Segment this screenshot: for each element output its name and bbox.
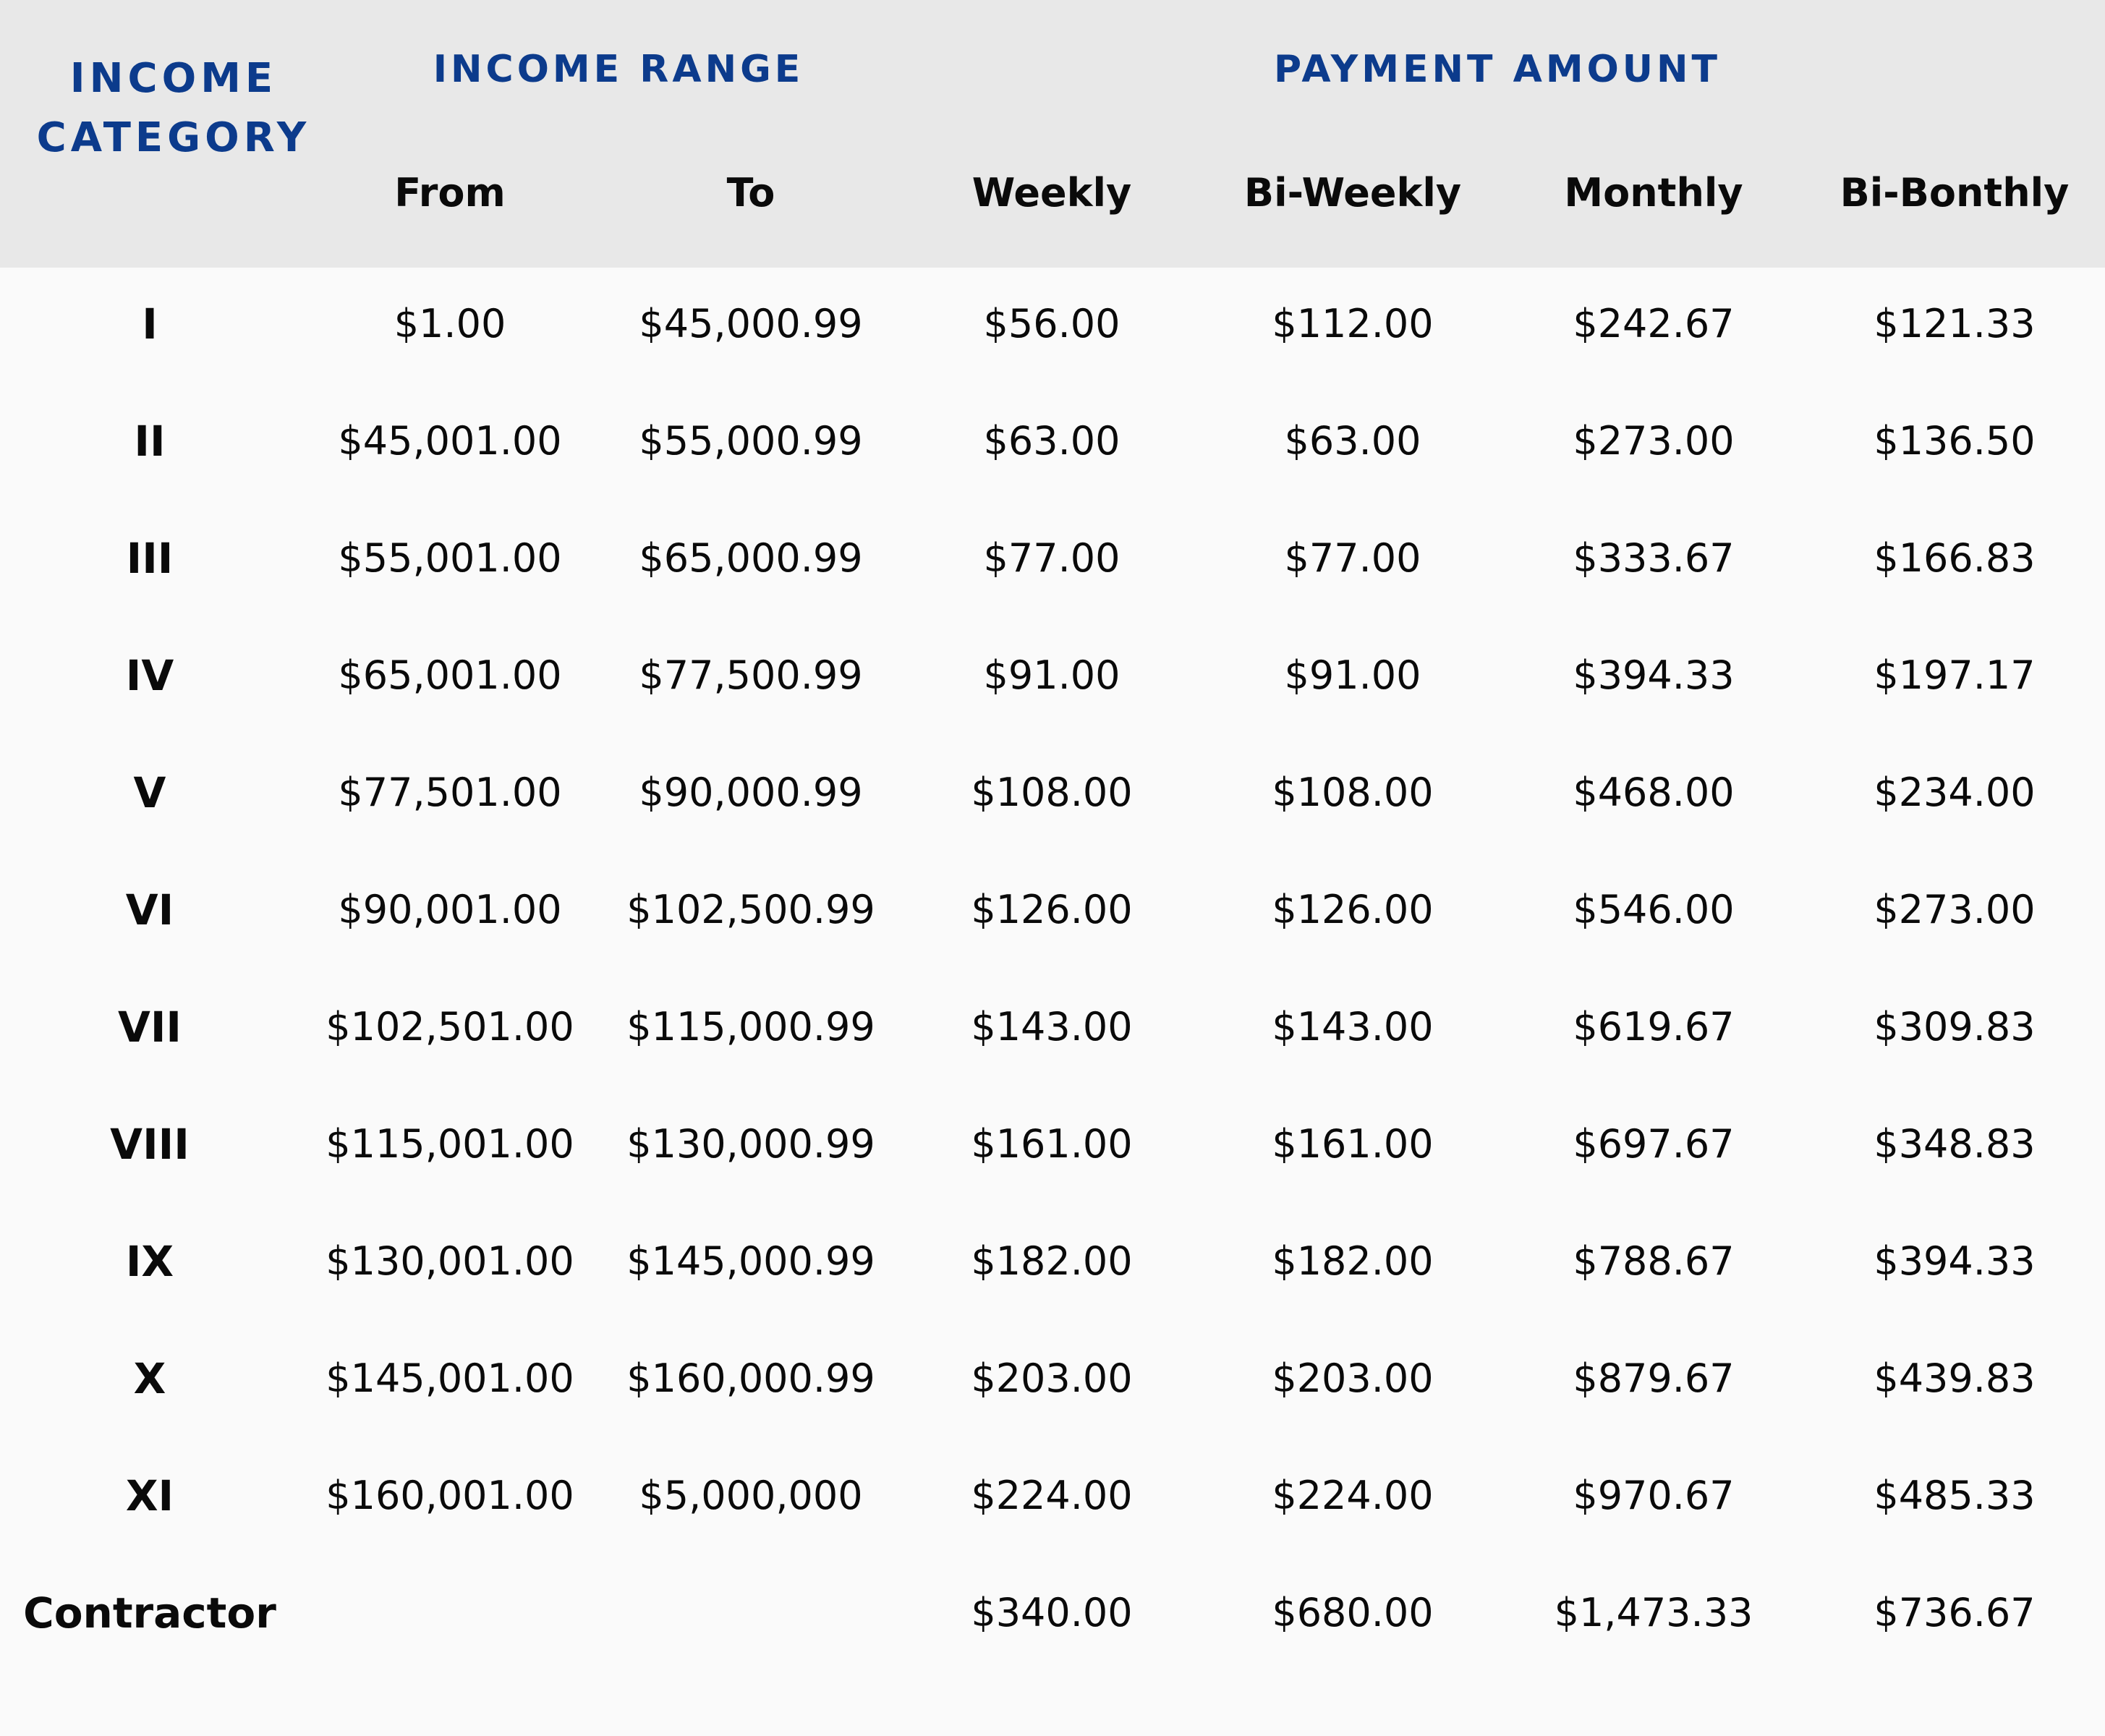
to-cell: $160,000.99 [626, 1356, 875, 1401]
category-cell: IX [125, 1237, 174, 1286]
biweekly-cell: $143.00 [1272, 1004, 1434, 1050]
category-cell: II [134, 417, 166, 466]
weekly-cell: $91.00 [983, 652, 1120, 698]
from-cell: $145,001.00 [326, 1356, 574, 1401]
weekly-cell: $108.00 [971, 770, 1133, 815]
biweekly-cell: $680.00 [1272, 1590, 1434, 1635]
bibonthly-cell: $121.33 [1874, 301, 2036, 346]
from-cell: $160,001.00 [326, 1473, 574, 1518]
weekly-cell: $63.00 [983, 418, 1120, 464]
weekly-cell: $161.00 [971, 1121, 1133, 1167]
bibonthly-cell: $736.67 [1874, 1590, 2036, 1635]
bibonthly-cell: $273.00 [1874, 887, 2036, 932]
weekly-cell: $143.00 [971, 1004, 1133, 1050]
weekly-cell: $77.00 [983, 535, 1120, 581]
from-cell: $1.00 [394, 301, 506, 346]
column-header-weekly: Weekly [971, 170, 1132, 216]
biweekly-cell: $126.00 [1272, 887, 1434, 932]
monthly-cell: $1,473.33 [1554, 1590, 1753, 1635]
category-cell: VII [117, 1003, 182, 1052]
from-cell: $90,001.00 [338, 887, 562, 932]
biweekly-cell: $112.00 [1272, 301, 1434, 346]
category-cell: Contractor [23, 1588, 276, 1638]
column-header-to: To [726, 170, 775, 216]
to-cell: $90,000.99 [639, 770, 863, 815]
bibonthly-cell: $439.83 [1874, 1356, 2036, 1401]
category-cell: I [142, 299, 158, 349]
biweekly-cell: $182.00 [1272, 1238, 1434, 1284]
category-cell: XI [125, 1471, 174, 1520]
from-cell: $130,001.00 [326, 1238, 574, 1284]
from-cell: $55,001.00 [338, 535, 562, 581]
category-cell: V [133, 768, 166, 817]
column-header-biweekly: Bi-Weekly [1243, 170, 1462, 216]
from-cell: $102,501.00 [326, 1004, 574, 1050]
monthly-cell: $788.67 [1573, 1238, 1735, 1284]
biweekly-cell: $108.00 [1272, 770, 1434, 815]
bibonthly-cell: $234.00 [1874, 770, 2036, 815]
monthly-cell: $333.67 [1573, 535, 1735, 581]
income-category-heading: INCOME CATEGORY [36, 55, 311, 161]
bibonthly-cell: $197.17 [1874, 652, 2036, 698]
from-cell: $65,001.00 [338, 652, 562, 698]
column-header-monthly: Monthly [1564, 170, 1743, 216]
monthly-cell: $546.00 [1573, 887, 1735, 932]
biweekly-cell: $77.00 [1284, 535, 1421, 581]
payment-amount-heading: PAYMENT AMOUNT [1273, 48, 1722, 91]
bibonthly-cell: $309.83 [1874, 1004, 2036, 1050]
weekly-cell: $56.00 [983, 301, 1120, 346]
monthly-cell: $242.67 [1573, 301, 1735, 346]
biweekly-cell: $91.00 [1284, 652, 1421, 698]
bibonthly-cell: $485.33 [1874, 1473, 2036, 1518]
monthly-cell: $697.67 [1573, 1121, 1735, 1167]
to-cell: $45,000.99 [639, 301, 863, 346]
from-cell: $45,001.00 [338, 418, 562, 464]
weekly-cell: $126.00 [971, 887, 1133, 932]
monthly-cell: $970.67 [1573, 1473, 1735, 1518]
bibonthly-cell: $136.50 [1874, 418, 2036, 464]
category-cell: IV [125, 651, 174, 700]
to-cell: $145,000.99 [626, 1238, 875, 1284]
income-range-heading: INCOME RANGE [433, 48, 804, 91]
column-header-bibonthly: Bi-Bonthly [1840, 170, 2070, 216]
monthly-cell: $879.67 [1573, 1356, 1735, 1401]
biweekly-cell: $203.00 [1272, 1356, 1434, 1401]
category-cell: VIII [110, 1120, 190, 1169]
column-header-from: From [394, 170, 506, 216]
monthly-cell: $619.67 [1573, 1004, 1735, 1050]
biweekly-cell: $63.00 [1284, 418, 1421, 464]
bibonthly-cell: $394.33 [1874, 1238, 2036, 1284]
monthly-cell: $394.33 [1573, 652, 1735, 698]
category-cell: III [126, 534, 174, 583]
weekly-cell: $182.00 [971, 1238, 1133, 1284]
bibonthly-cell: $166.83 [1874, 535, 2036, 581]
bibonthly-cell: $348.83 [1874, 1121, 2036, 1167]
weekly-cell: $340.00 [971, 1590, 1133, 1635]
weekly-cell: $203.00 [971, 1356, 1133, 1401]
to-cell: $55,000.99 [639, 418, 863, 464]
to-cell: $65,000.99 [639, 535, 863, 581]
category-cell: X [133, 1354, 166, 1403]
monthly-cell: $468.00 [1573, 770, 1735, 815]
from-cell: $77,501.00 [338, 770, 562, 815]
to-cell: $102,500.99 [626, 887, 875, 932]
from-cell: $115,001.00 [326, 1121, 574, 1167]
biweekly-cell: $161.00 [1272, 1121, 1434, 1167]
weekly-cell: $224.00 [971, 1473, 1133, 1518]
to-cell: $77,500.99 [639, 652, 863, 698]
to-cell: $130,000.99 [626, 1121, 875, 1167]
monthly-cell: $273.00 [1573, 418, 1735, 464]
to-cell: $5,000,000 [639, 1473, 863, 1518]
biweekly-cell: $224.00 [1272, 1473, 1434, 1518]
category-cell: VI [125, 885, 174, 935]
to-cell: $115,000.99 [626, 1004, 875, 1050]
